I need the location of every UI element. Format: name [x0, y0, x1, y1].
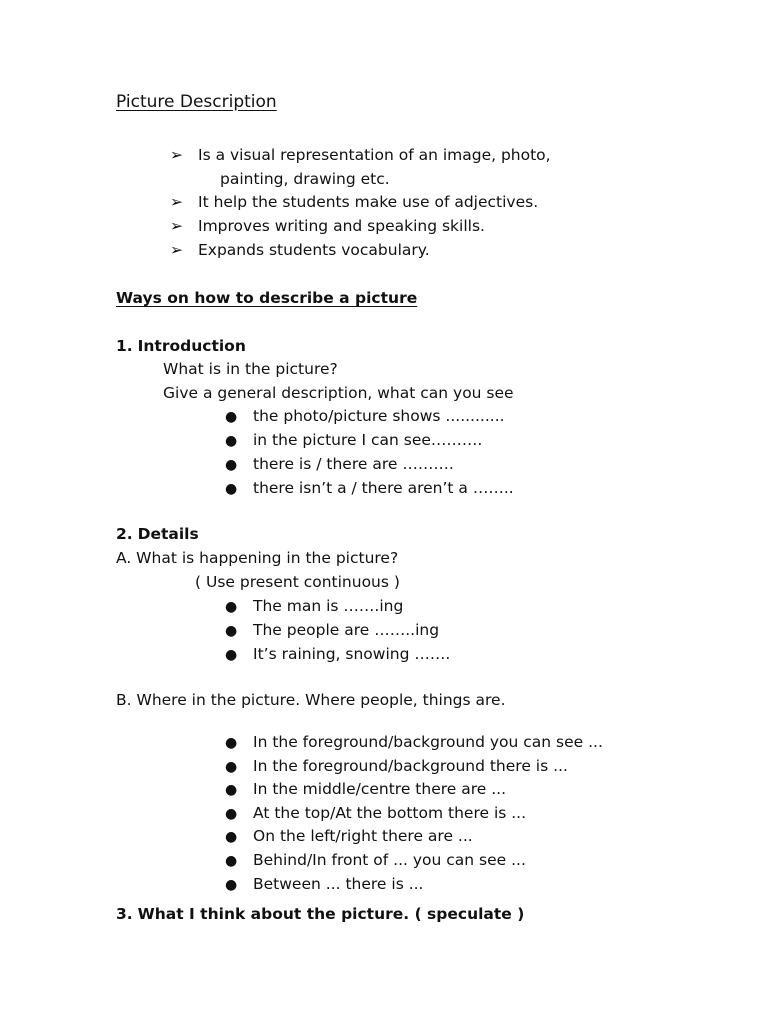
list-item-text: the photo/picture shows ............	[253, 407, 505, 425]
list-item	[225, 596, 403, 617]
section-title: Introduction	[137, 337, 246, 355]
list-item	[225, 732, 603, 753]
section-1-instruction: Give a general description, what can you see	[163, 384, 514, 402]
arrow-bullet-icon: ➢	[170, 146, 183, 164]
definition-item	[170, 192, 538, 212]
list-item-text: In the middle/centre there are ...	[253, 780, 506, 798]
list-item-text: In the foreground/background you can see ...	[253, 733, 603, 751]
arrow-bullet-icon: ➢	[170, 193, 183, 211]
definition-item	[170, 240, 430, 260]
list-item-text: On the left/right there are ...	[253, 827, 473, 845]
definition-item-continuation: painting, drawing etc.	[220, 170, 390, 188]
bullet-icon: ●	[225, 481, 238, 497]
bullet-icon: ●	[225, 877, 238, 893]
list-item	[225, 430, 482, 451]
ways-heading: Ways on how to describe a picture	[116, 289, 418, 307]
bullet-icon: ●	[225, 647, 238, 663]
list-item	[225, 874, 423, 895]
section-title: Details	[137, 525, 199, 543]
list-item	[225, 803, 526, 824]
definition-item	[170, 145, 551, 165]
section-number: 2.	[116, 525, 133, 543]
bullet-icon: ●	[225, 623, 238, 639]
arrow-bullet-icon: ➢	[170, 217, 183, 235]
list-item-text: Between ... there is ...	[253, 875, 424, 893]
bullet-icon: ●	[225, 829, 238, 845]
list-item-text: At the top/At the bottom there is ...	[253, 804, 527, 822]
section-number: 1.	[116, 337, 133, 355]
list-item-text: there isn’t a / there aren’t a ……..	[253, 479, 514, 497]
arrow-bullet-icon: ➢	[170, 241, 183, 259]
list-item	[225, 756, 568, 777]
list-item	[225, 478, 514, 499]
section-title: What I think about the picture	[137, 905, 404, 923]
bullet-icon: ●	[225, 409, 238, 425]
definition-item	[170, 216, 485, 236]
part-a-note: ( Use present continuous )	[195, 573, 400, 591]
page-title: Picture Description	[116, 92, 277, 112]
list-item-text: It’s raining, snowing …….	[253, 645, 451, 663]
bullet-icon: ●	[225, 759, 238, 775]
section-1-heading	[116, 336, 246, 356]
bullet-icon: ●	[225, 599, 238, 615]
section-number: 3.	[116, 905, 133, 923]
list-item	[225, 779, 506, 800]
bullet-icon: ●	[225, 782, 238, 798]
list-item-text: The people are ……..ing	[253, 621, 440, 639]
list-item-text: The man is …….ing	[253, 597, 404, 615]
list-item	[225, 620, 439, 641]
list-item	[225, 406, 505, 427]
list-item-text: in the picture I can see……….	[253, 431, 483, 449]
section-2-heading	[116, 524, 199, 544]
list-item-text: there is / there are ……….	[253, 455, 454, 473]
bullet-icon: ●	[225, 433, 238, 449]
list-item	[225, 826, 473, 847]
list-item-text: In the foreground/background there is ...	[253, 757, 568, 775]
section-1-question: What is in the picture?	[163, 360, 338, 378]
list-item	[225, 850, 526, 871]
part-a-question: A. What is happening in the picture?	[116, 549, 399, 567]
list-item	[225, 644, 450, 665]
part-b-question: B. Where in the picture. Where people, things are.	[116, 691, 506, 709]
bullet-icon: ●	[225, 853, 238, 869]
list-item	[225, 454, 454, 475]
list-item-text: Behind/In front of ... you can see ...	[253, 851, 526, 869]
definition-text: Expands students vocabulary.	[198, 241, 430, 259]
definition-text: It help the students make use of adjectives.	[198, 193, 539, 211]
bullet-icon: ●	[225, 806, 238, 822]
section-title-tail: . ( speculate )	[403, 905, 525, 923]
section-3-heading	[116, 904, 524, 924]
definition-text: Is a visual representation of an image, photo,	[198, 146, 551, 164]
definition-text: Improves writing and speaking skills.	[198, 217, 485, 235]
bullet-icon: ●	[225, 457, 238, 473]
bullet-icon: ●	[225, 735, 238, 751]
